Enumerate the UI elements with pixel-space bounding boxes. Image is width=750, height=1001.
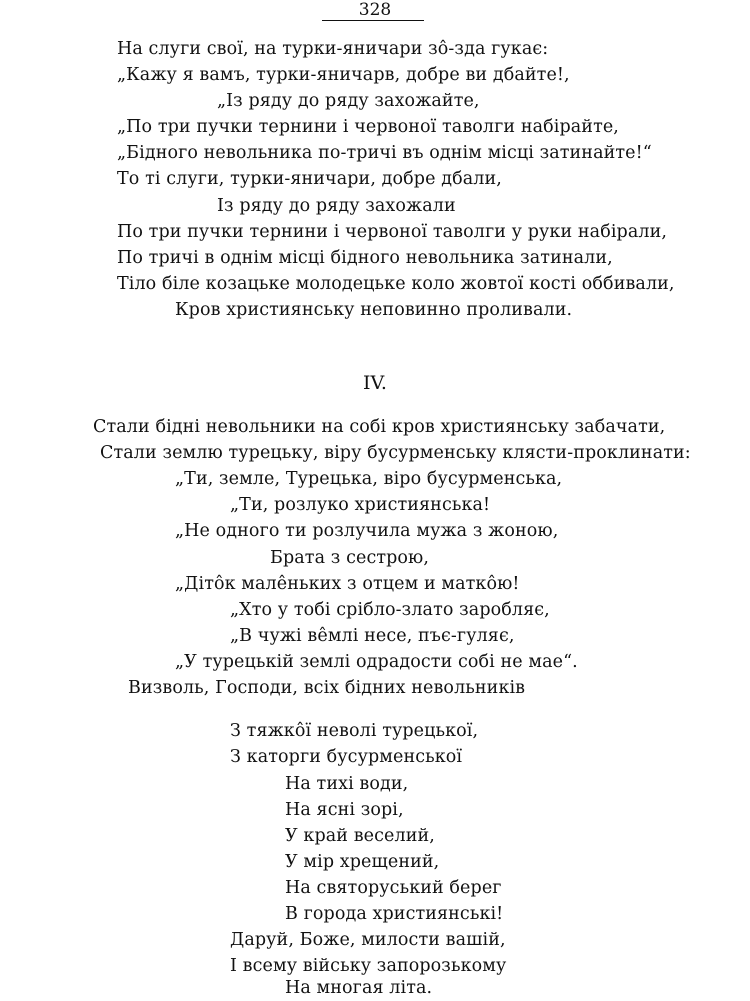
poem-line: То ті слуги, турки-яничари, добре дбали,	[117, 169, 502, 189]
page-number: 328	[358, 0, 392, 20]
poem-line: Із ряду до ряду захожали	[217, 196, 456, 216]
poem-line: Брата з сестрою,	[270, 548, 430, 568]
poem-line: „Хто у тобі срібло-злато заробляє,	[230, 600, 550, 620]
poem-line: „Не одного ти розлучила мужа з жоною,	[175, 521, 559, 541]
poem-line: На святоруський берег	[285, 878, 502, 898]
poem-line: „У турецькій землі одрадости собі не мае“.	[175, 652, 578, 672]
poem-line: І всему війську запорозькому	[230, 956, 507, 976]
poem-line: Стали бідні невольники на собі кров християнську забачати,	[93, 417, 666, 437]
poem-line: На слуги свої, на турки-яничари зо̂-зда гукає:	[117, 39, 549, 59]
header-rule	[322, 20, 424, 21]
poem-line: Кров християнську неповинно проливали.	[175, 300, 573, 320]
poem-line: „По три пучки тернини і червоної таволги набірайте,	[117, 117, 619, 137]
poem-line: По три пучки тернини і червоної таволги у руки набірали,	[117, 222, 668, 242]
poem-line: На тихі води,	[285, 774, 409, 794]
poem-line: „Ти, розлуко християнська!	[230, 495, 491, 515]
poem-line: „Бідного невольника по-тричі въ однім місці затинайте!“	[117, 143, 652, 163]
poem-line: „Кажу я вамъ, турки-яничарв, добре ви дбайте!,	[117, 65, 570, 85]
poem-line: Даруй, Боже, милости вашій,	[230, 930, 506, 950]
poem-line: „Ти, земле, Турецька, віро бусурменська,	[175, 469, 563, 489]
poem-line: Стали землю турецьку, віру бусурменську клясти-проклинати:	[100, 443, 691, 463]
poem-line: В города християнські!	[285, 904, 504, 924]
section-heading: IV.	[363, 372, 387, 394]
poem-line: По тричі в однім місці бідного невольника затинали,	[117, 248, 613, 268]
poem-line: У мір хрещений,	[285, 852, 440, 872]
poem-line: На многая літа.	[285, 978, 433, 998]
poem-line: З каторги бусурменської	[230, 747, 463, 767]
poem-line: У край веселий,	[285, 826, 435, 846]
poem-line: Тіло біле козацьке молодецьке коло жовтої кості оббивали,	[117, 274, 675, 294]
poem-line: З тяжко̂ї неволі турецької,	[230, 721, 479, 741]
poem-line: „Із ряду до ряду захожайте,	[217, 91, 480, 111]
poem-line: „В чужі ве̂млі несе, пъє-гуляє,	[230, 626, 515, 646]
poem-line: Визволь, Господи, всіх бідних невольників	[128, 678, 526, 698]
poem-line: На ясні зорі,	[285, 800, 404, 820]
poem-line: „Діто̂к мале̂ньких з отцем и матко̂ю!	[175, 574, 520, 594]
